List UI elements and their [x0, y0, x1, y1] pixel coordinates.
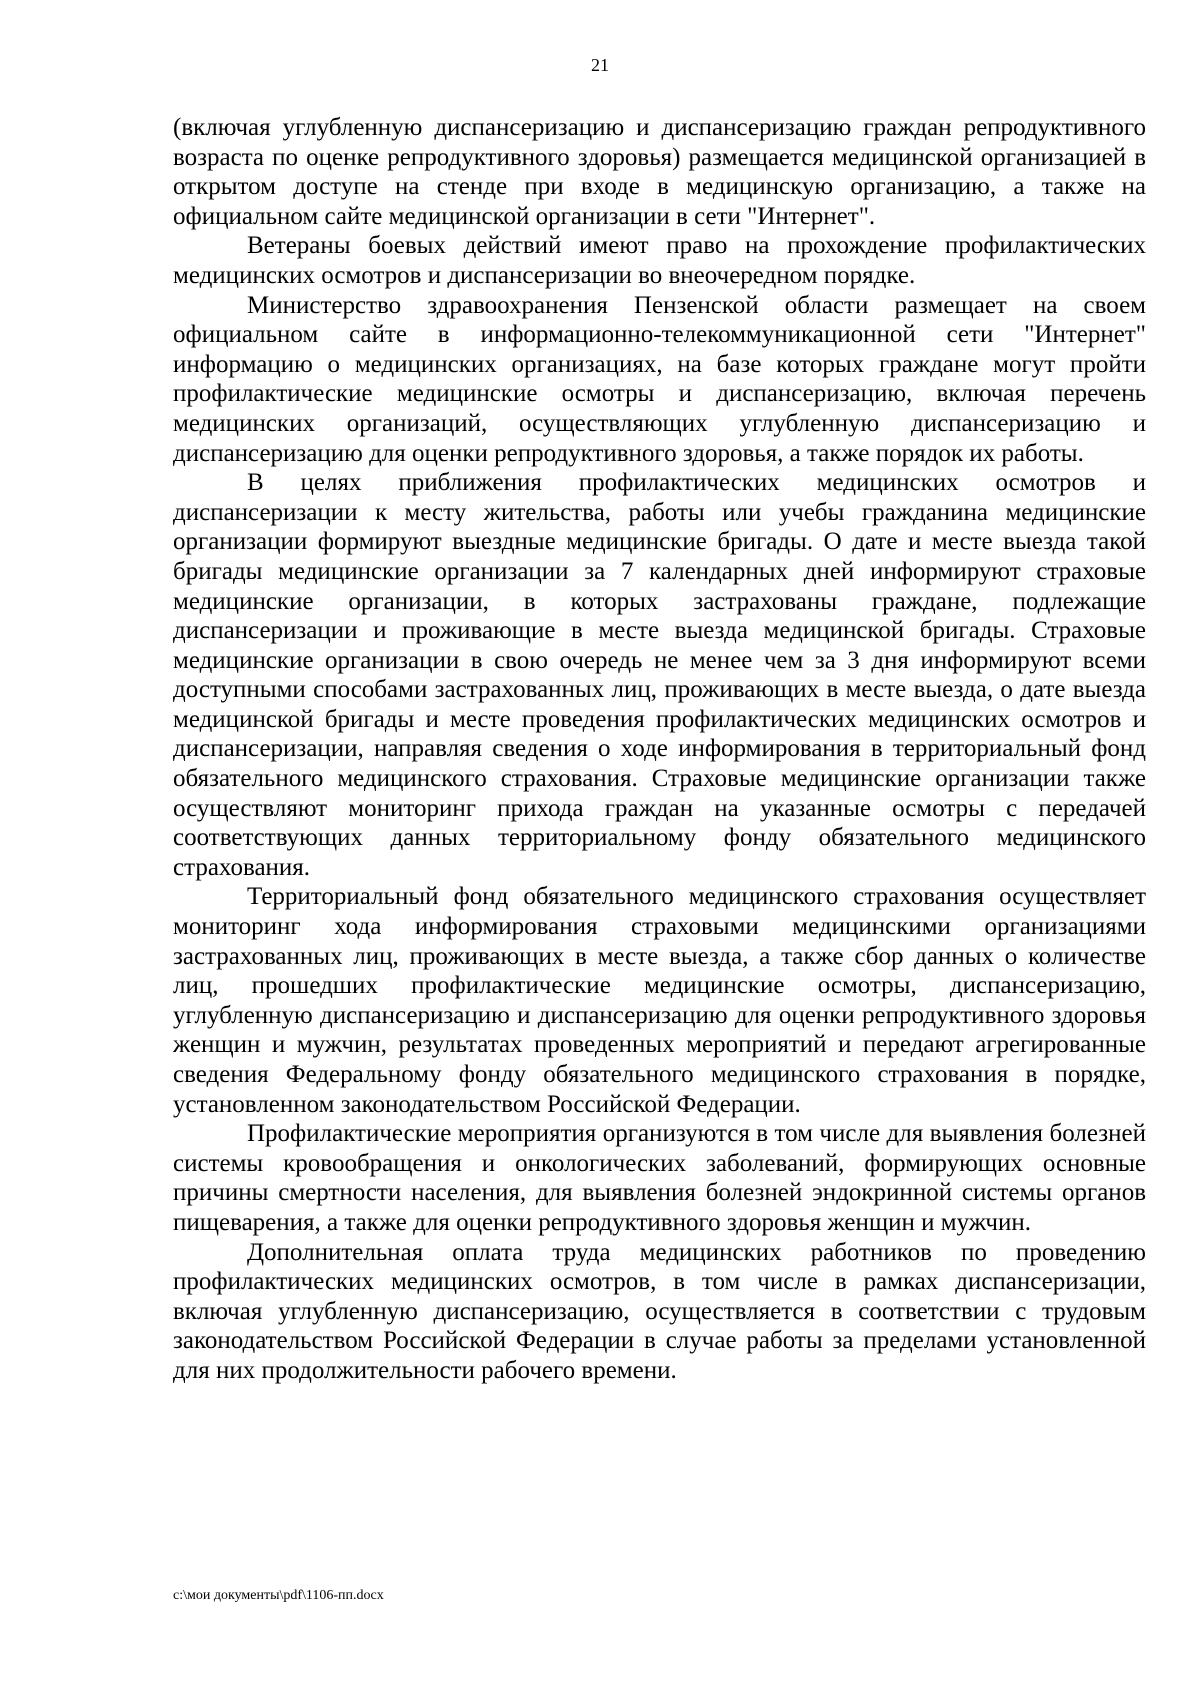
paragraph: Дополнительная оплата труда медицинских работников по проведению профилактических медицинских осмотров, в том числе в рамках диспансеризации, включая углубленную диспансеризацию, осуществляется в соответствии с трудовым законодательством Российской Федерации в случае работы за пределами установленной для них продолжительности рабочего времени. [173, 1238, 1146, 1384]
paragraph: Профилактические мероприятия организуются в том числе для выявления болезней системы кровообращения и онкологических заболеваний, формирующих основные причины смертности населения, для выявления болезней эндокринной системы органов пищеварения, а также для оценки репродуктивного здоровья женщин и мужчин. [173, 1120, 1146, 1236]
paragraph: Министерство здравоохранения Пензенской области размещает на своем официальном сайте в информационно-телекоммуникационной сети "Интернет" информацию о медицинских организациях, на базе которых граждане могут пройти профилактические медицинские осмотры и диспансеризацию, включая перечень медицинских организаций, осуществляющих углубленную диспансеризацию и диспансеризацию для оценки репродуктивного здоровья, а также порядок их работы. [173, 291, 1146, 467]
document-body [173, 113, 1146, 1386]
paragraph: В целях приближения профилактических медицинских осмотров и диспансеризации к месту жительства, работы или учебы гражданина медицинские организации формируют выездные медицинские бригады. О дате и месте выезда такой бригады медицинские организации за 7 календарных дней информируют страховые медицинские организации, в которых застрахованы граждане, подлежащие диспансеризации и проживающие в месте выезда медицинской бригады. Страховые медицинские организации в свою очередь не менее чем за 3 дня информируют всеми доступными способами застрахованных лиц, проживающих в месте выезда, о дате выезда медицинской бригады и месте проведения профилактических медицинских осмотров и диспансеризации, направляя сведения о ходе информирования в территориальный фонд обязательного медицинского страхования. Страховые медицинские организации также осуществляют мониторинг прихода граждан на указанные осмотры с передачей соответствующих данных территориальному фонду обязательного медицинского страхования. [173, 469, 1146, 881]
paragraph: (включая углубленную диспансеризацию и диспансеризацию граждан репродуктивного возраста по оценке репродуктивного здоровья) размещается медицинской организацией в открытом доступе на стенде при входе в медицинскую организацию, а также на официальном сайте медицинской организации в сети "Интернет". [173, 114, 1146, 230]
page-number: 21 [591, 55, 609, 75]
paragraph: Ветераны боевых действий имеют право на прохождение профилактических медицинских осмотров и диспансеризации во внеочередном порядке. [173, 232, 1146, 289]
file-path-footer: c:\мои документы\pdf\1106-пп.docx [173, 1588, 384, 1603]
paragraph: Территориальный фонд обязательного медицинского страхования осуществляет мониторинг хода информирования страховыми медицинскими организациями застрахованных лиц, проживающих в месте выезда, а также сбор данных о количестве лиц, прошедших профилактические медицинские осмотры, диспансеризацию, углубленную диспансеризацию и диспансеризацию для оценки репродуктивного здоровья женщин и мужчин, результатах проведенных мероприятий и передают агрегированные сведения Федеральному фонду обязательного медицинского страхования в порядке, установленном законодательством Российской Федерации. [173, 883, 1146, 1118]
